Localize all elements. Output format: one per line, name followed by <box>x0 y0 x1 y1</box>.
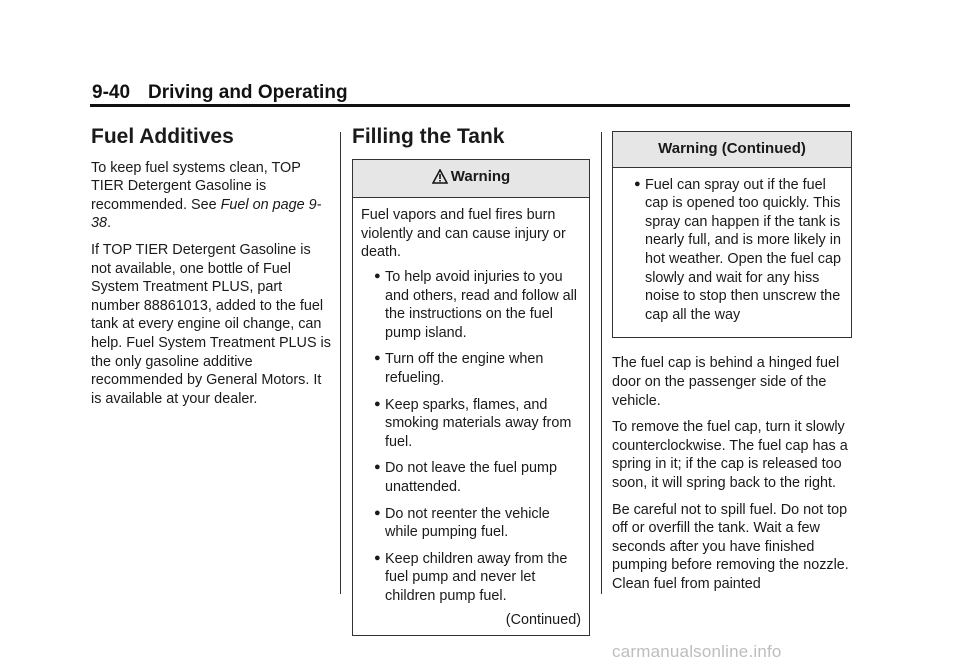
fuel-additives-paragraph-1: To keep fuel systems clean, TOP TIER Detergent Gasoline is recommended. See Fuel on page 9-38. <box>91 159 322 232</box>
warning-box-header <box>353 160 589 199</box>
warning-continued-box <box>612 131 852 338</box>
fuel-cap-paragraph-1: The fuel cap is behind a hinged fuel door on the passenger side of the vehicle. <box>612 355 840 409</box>
column-filling-tank <box>352 125 590 636</box>
warning-title: Warning <box>450 167 511 185</box>
bullet-icon: ● <box>634 177 641 190</box>
warning-bullet: ● To help avoid injuries to you and others, read and follow all the instructions on the fuel pump island. <box>374 268 577 341</box>
bullet-icon: ● <box>374 461 381 474</box>
column-divider-1 <box>340 132 341 594</box>
warning-box <box>352 159 590 636</box>
warning-bullet: ● Turn off the engine when refueling. <box>374 351 544 386</box>
warning-continued-header: Warning (Continued) <box>613 132 851 168</box>
section-title: Driving and Operating <box>148 82 348 103</box>
warning-bullet: ● Do not reenter the vehicle while pumping fuel. <box>374 505 550 541</box>
fuel-cap-paragraph-3: Be careful not to spill fuel. Do not top off or overfill the tank. Wait a few seconds after you have finished pumping before removing the nozzle. Clean fuel from painted <box>612 501 849 592</box>
warning-bullet: ● Fuel can spray out if the fuel cap is opened too quickly. This spray can happen if the tank is nearly full, and is more likely in hot weather. Open the fuel cap slowly and wait for any hiss noise to stop then unscrew the cap all the way <box>634 176 842 323</box>
continued-label: (Continued) <box>505 612 581 629</box>
column-divider-2 <box>601 132 602 594</box>
header-rule <box>90 104 850 107</box>
column-fuel-additives <box>91 125 331 416</box>
warning-box-body <box>353 198 589 635</box>
fuel-additives-paragraph-2: If TOP TIER Detergent Gasoline is not available, one bottle of Fuel System Treatment PLUS, part number 88861013, added to the fuel tank at every engine oil change, can help. Fuel System Treatment PLUS is the only gasoline additive recommended by General Motors. It is available at your dealer. <box>91 241 331 407</box>
warning-bullet: ● Do not leave the fuel pump unattended. <box>374 460 557 495</box>
column-warning-continued <box>612 131 852 601</box>
warning-bullet-list <box>361 268 581 606</box>
page-number: 9-40 <box>92 82 131 103</box>
warning-continued-body <box>613 168 851 338</box>
fuel-cross-reference-link[interactable]: Fuel on page 9-38 <box>91 196 322 232</box>
warning-continued-list <box>621 176 843 325</box>
bullet-icon: ● <box>374 269 381 282</box>
watermark-text: carmanualsonline.info <box>612 642 782 661</box>
filling-tank-heading: Filling the Tank <box>352 125 505 148</box>
bullet-icon: ● <box>374 352 381 365</box>
warning-bullet: ● Keep children away from the fuel pump and never let children pump fuel. <box>374 550 568 604</box>
bullet-icon: ● <box>374 551 381 564</box>
fuel-cap-paragraph-2: To remove the fuel cap, turn it slowly counterclockwise. The fuel cap has a spring in it; if the cap is released too soon, it will spring back to the right. <box>612 419 848 491</box>
warning-bullet: ● Keep sparks, flames, and smoking materials away from fuel. <box>374 396 572 450</box>
bullet-icon: ● <box>374 397 381 410</box>
page-header <box>92 82 348 104</box>
bullet-icon: ● <box>374 506 381 519</box>
fuel-additives-heading: Fuel Additives <box>91 125 234 148</box>
warning-intro: Fuel vapors and fuel fires burn violently and can cause injury or death. <box>361 207 566 261</box>
warning-triangle-icon <box>432 169 448 190</box>
